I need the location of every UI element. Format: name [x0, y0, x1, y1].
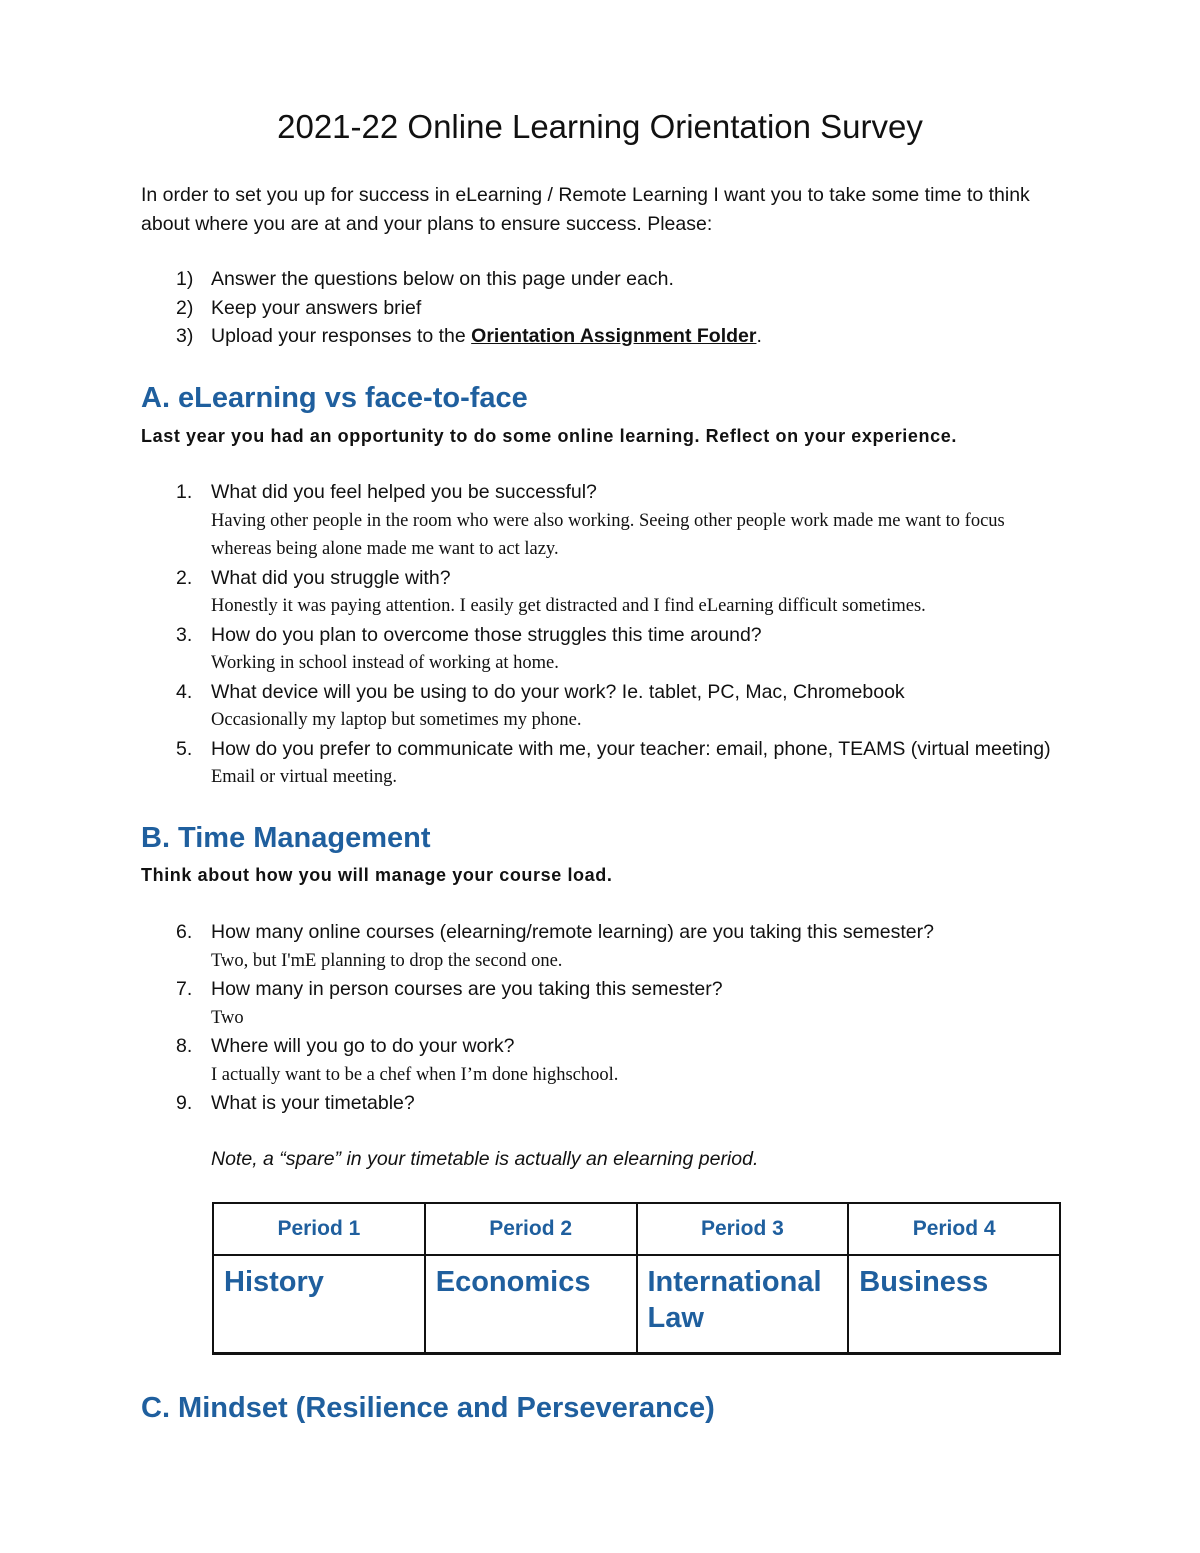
timetable-header-row	[213, 1203, 1060, 1255]
question-item	[176, 735, 1066, 792]
instructions-list	[176, 265, 762, 351]
question-text: Where will you go to do your work?	[211, 1035, 515, 1057]
question-item	[176, 1089, 1066, 1118]
question-text: How do you plan to overcome those struggles this time around?	[211, 623, 762, 646]
question-text: What is your timetable?	[211, 1092, 415, 1114]
intro-paragraph: In order to set you up for success in eLearning / Remote Learning I want you to take some time to think about where you are at and your plans to ensure success. Please:	[141, 184, 1030, 235]
instruction-text	[211, 322, 762, 351]
question-text: How do you prefer to communicate with me, your teacher: email, phone, TEAMS (virtual meeting)	[211, 737, 1051, 760]
question-text: What device will you be using to do your work? Ie. tablet, PC, Mac, Chromebook	[211, 680, 905, 703]
timetable-course-row	[213, 1255, 1060, 1354]
question-text: How many in person courses are you taking this semester?	[211, 978, 723, 1000]
question-number: 3.	[176, 623, 193, 646]
section-a-heading: A. eLearning vs face-to-face	[141, 382, 528, 414]
question-item	[176, 918, 1066, 975]
instruction-text: Answer the questions below on this page under each.	[211, 268, 674, 290]
instruction-item	[176, 322, 762, 351]
section-a-subheading: Last year you had an opportunity to do some online learning. Reflect on your experience.	[141, 426, 957, 446]
page-title: 2021-22 Online Learning Orientation Survey	[277, 108, 923, 145]
question-text: How many online courses (elearning/remote learning) are you taking this semester?	[211, 921, 934, 943]
instruction-number: 1)	[176, 268, 194, 290]
period-header: Period 3	[637, 1203, 849, 1255]
section-b-heading: B. Time Management	[141, 822, 431, 854]
question-item	[176, 1032, 1066, 1089]
question-item	[176, 478, 1066, 564]
section-b-subheading: Think about how you will manage your course load.	[141, 865, 613, 885]
instruction-item	[176, 294, 762, 323]
timetable-note: Note, a “spare” in your timetable is actually an elearning period.	[211, 1148, 759, 1170]
instruction-suffix: .	[756, 325, 762, 347]
question-item	[176, 678, 1066, 735]
section-c-heading: C. Mindset (Resilience and Perseverance)	[141, 1392, 715, 1424]
answer-text: Working in school instead of working at home.	[211, 653, 559, 673]
instruction-text: Keep your answers brief	[211, 296, 422, 319]
question-number: 6.	[176, 921, 193, 943]
question-item	[176, 564, 1066, 621]
question-number: 1.	[176, 481, 193, 503]
period-header: Period 4	[848, 1203, 1060, 1255]
course-cell: Economics	[425, 1255, 637, 1354]
instruction-prefix: Upload your responses to the	[211, 325, 472, 347]
answer-text: Two	[211, 1007, 244, 1028]
question-text: What did you struggle with?	[211, 566, 451, 589]
answer-text: Honestly it was paying attention. I easily get distracted and I find eLearning difficult sometimes.	[211, 596, 926, 616]
section-a-questions	[176, 478, 1066, 792]
question-number: 2.	[176, 566, 193, 589]
question-number: 9.	[176, 1092, 193, 1114]
section-b-questions	[176, 918, 1066, 1118]
question-text: What did you feel helped you be successful?	[211, 481, 597, 503]
question-item	[176, 975, 1066, 1032]
answer-text: Having other people in the room who were also working. Seeing other people work made me want to focus whereas being alone made me want to act lazy.	[211, 510, 1005, 559]
instruction-item	[176, 265, 762, 294]
orientation-folder-link[interactable]: Orientation Assignment Folder	[471, 325, 757, 347]
instruction-number: 3)	[176, 325, 194, 347]
answer-text: Two, but I'mE planning to drop the second one.	[211, 950, 563, 971]
instruction-number: 2)	[176, 296, 194, 319]
answer-text: Email or virtual meeting.	[211, 767, 397, 787]
answer-text: Occasionally my laptop but sometimes my phone.	[211, 710, 582, 730]
answer-text: I actually want to be a chef when I’m done highschool.	[211, 1064, 619, 1085]
question-item	[176, 621, 1066, 678]
course-cell: Business	[848, 1255, 1060, 1354]
period-header: Period 2	[425, 1203, 637, 1255]
question-number: 8.	[176, 1035, 193, 1057]
course-cell: International Law	[637, 1255, 849, 1354]
question-number: 4.	[176, 680, 193, 703]
course-cell: History	[213, 1255, 425, 1354]
question-number: 5.	[176, 737, 193, 760]
timetable	[212, 1202, 1061, 1355]
question-number: 7.	[176, 978, 193, 1000]
period-header: Period 1	[213, 1203, 425, 1255]
